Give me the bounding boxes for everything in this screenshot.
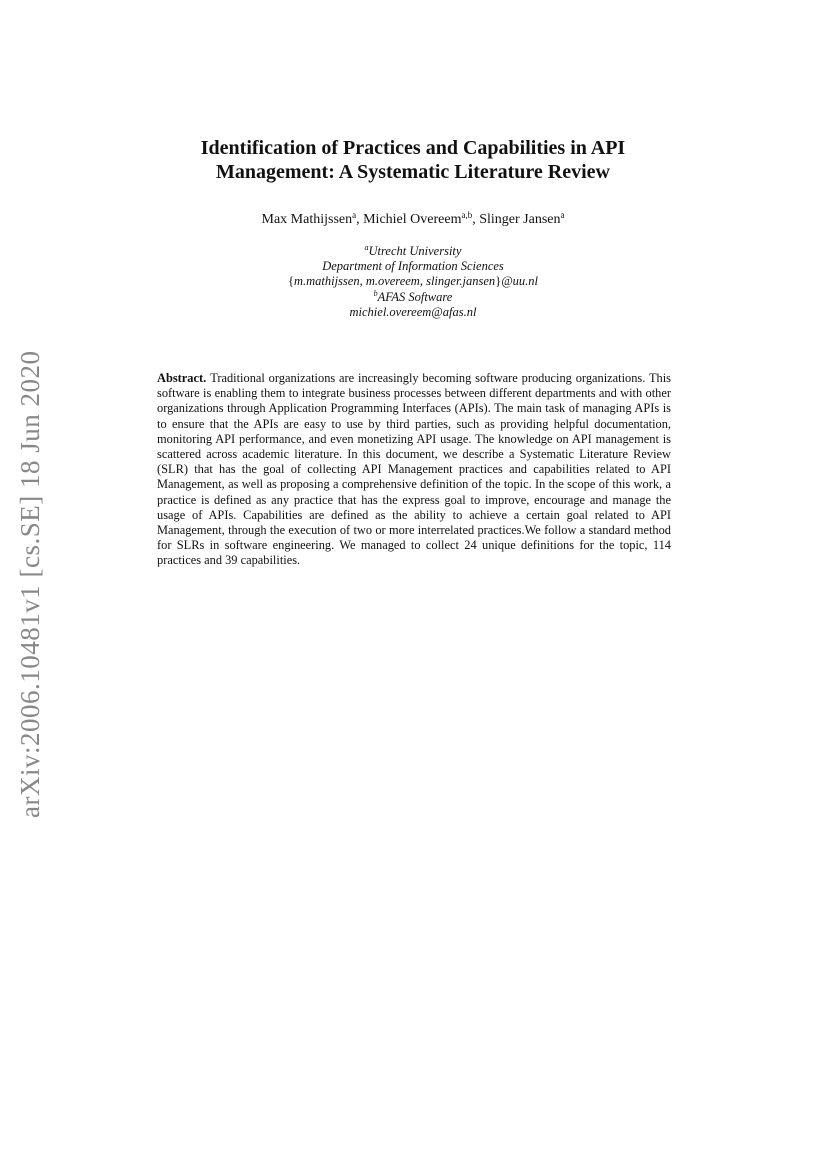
- arxiv-identifier-stamp: arXiv:2006.10481v1 [cs.SE] 18 Jun 2020: [15, 350, 45, 818]
- paper-title: [130, 136, 696, 184]
- paper-title-line-1: Identification of Practices and Capabilities in API: [200, 137, 626, 159]
- author-name: Max Mathijssen: [261, 212, 353, 227]
- email-domain: @uu.nl: [501, 274, 539, 289]
- affiliation-a-mark: a: [364, 243, 369, 252]
- affiliation-b-mark: b: [373, 288, 378, 298]
- affiliation-a-emails: [150, 274, 676, 289]
- author-name: Slinger Jansen: [479, 212, 561, 227]
- affiliation-a-name: Utrecht University: [368, 244, 462, 258]
- affiliation-b-name: AFAS Software: [377, 289, 453, 304]
- abstract-label: Abstract.: [157, 371, 207, 385]
- affiliation-a-institution: [150, 244, 676, 259]
- author-affiliation-mark: a: [352, 210, 357, 220]
- email-brace-close: }: [495, 274, 502, 289]
- email-user-list: m.mathijssen, m.overeem, slinger.jansen: [293, 274, 496, 289]
- paper-title-line-2: Management: A Systematic Literature Review: [216, 161, 610, 183]
- author-name: Michiel Overeem: [363, 212, 462, 227]
- author-affiliation-mark: a,b: [461, 210, 473, 220]
- author-list: Max Mathijssen$^a$, Michiel Overeem$^{a,b}$, Slinger Jansen$^a$: [261, 210, 565, 227]
- abstract-paragraph: [157, 371, 671, 569]
- affiliation-b-institution: [150, 290, 676, 305]
- abstract-body: Traditional organizations are increasingly becoming software producing organizations. This software is enabling them to integrate business processes between different departments and with other organizations through Application Programming Interfaces (APIs). The main task of managing APIs is to ensure that the APIs are easy to use by third parties, such as providing helpful documentation, monitoring API performance, and even monetizing API usage. The knowledge on API management is scattered across academic literature. In this document, we describe a Systematic Literature Review (SLR) that has the goal of collecting API Management practices and capabilities related to API Management, as well as proposing a comprehensive definition of the topic. In the scope of this work, a practice is defined as any practice that has the express goal to improve, encourage and manage the usage of APIs. Capabilities are defined as the ability to achieve a certain goal related to API Management, through the execution of two or more interrelated practices.We follow a standard method for SLRs in software engineering. We managed to collect 24 unique definitions for the topic, 114 practices and 39 capabilities.: [157, 371, 671, 568]
- author-affiliation-mark: a: [560, 210, 565, 220]
- affiliation-a-department: Department of Information Sciences: [322, 259, 504, 274]
- affiliation-block: [150, 244, 676, 320]
- email-brace-open: {: [287, 274, 294, 289]
- affiliation-b-email: michiel.overeem@afas.nl: [349, 304, 477, 319]
